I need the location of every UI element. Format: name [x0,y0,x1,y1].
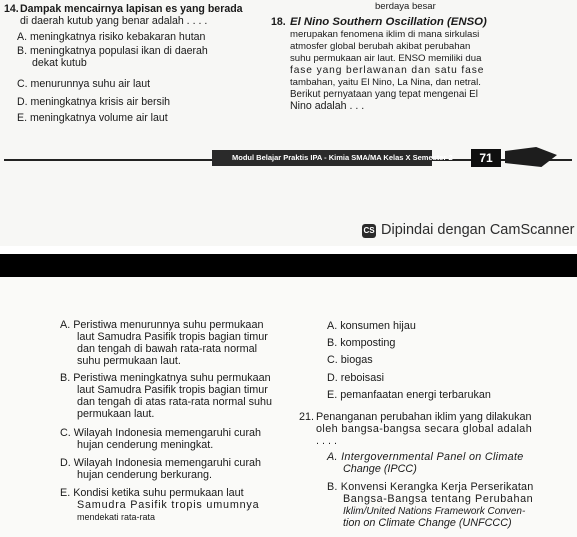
q18-option-b-cont-3: permukaan laut. [77,408,155,420]
question-18-text-6: Berikut pernyataan yang tepat mengenai El [290,89,478,100]
q20-option-b: B. komposting [327,337,396,349]
top-page [0,0,577,246]
q18-option-a-cont-3: suhu permukaan laut. [77,355,181,367]
q21-option-b-cont-1: Bangsa-Bangsa tentang Perubahan [343,493,534,505]
q18-option-b-cont-2: dan tengah di atas rata-rata normal suhu [77,396,273,408]
q21-option-a-cont: Change (IPCC) [343,463,417,475]
question-21-text-1: Penanganan perubahan iklim yang dilakukan [316,411,532,423]
question-21-number: 21. [299,411,315,423]
q20-option-e: E. pemanfaatan energi terbarukan [327,389,491,401]
module-footer-text: Modul Belajar Praktis IPA - Kimia SMA/MA Kelas X Semester 2 [232,153,453,162]
camscanner-icon: CS [362,224,376,238]
q18-option-e: E. Kondisi ketika suhu permukaan laut [60,487,244,499]
q21-option-b: B. Konvensi Kerangka Kerja Perserikatan [327,481,534,493]
camscanner-watermark-text: Dipindai dengan CamScanner [381,222,575,238]
question-18-title: El Nino Southern Oscillation (ENSO) [290,16,487,28]
question-18-number: 18. [271,16,286,28]
question-14-text-cont: di daerah kutub yang benar adalah . . . . [20,15,208,27]
question-18-text-5: tambahan, yaitu El Nino, La Nina, dan netral. [290,77,481,88]
question-18-text-4: fase yang berlawanan dan satu fase [290,65,485,76]
q18-option-b-cont-1: laut Samudra Pasifik tropis bagian timur [77,384,268,396]
page-number: 71 [471,149,501,167]
question-14-text: Dampak mencairnya lapisan es yang berada [20,3,243,15]
page-gap-band [0,254,577,277]
question-18-text-7: Nino adalah . . . [290,100,365,112]
q18-option-b: B. Peristiwa meningkatnya suhu permukaan [60,372,271,384]
q18-option-e-cont-2: mendekati rata-rata [77,512,156,522]
q21-option-a: A. Intergovernmental Panel on Climate [327,451,524,463]
q14-option-a: A. meningkatnya risiko kebakaran hutan [17,31,206,43]
q21-option-b-cont-3: tion on Climate Change (UNFCCC) [343,517,512,529]
question-21-text-2: oleh bangsa-bangsa secara global adalah [316,423,533,435]
q20-option-d: D. reboisasi [327,372,385,384]
question-18-text-3: suhu permukaan air laut. ENSO memiliki dua [290,53,482,64]
q18-option-c: C. Wilayah Indonesia memengaruhi curah [60,427,262,439]
q20-option-c: C. biogas [327,354,373,366]
q14-option-e: E. meningkatnya volume air laut [17,112,168,124]
corner-decoration [505,147,557,167]
q18-option-a-cont-2: dan tengah di bawah rata-rata normal [77,343,258,355]
q18-option-a: A. Peristiwa menurunnya suhu permukaan [60,319,264,331]
q18-option-c-cont: hujan cenderung meningkat. [77,439,214,451]
q18-option-d: D. Wilayah Indonesia memengaruhi curah [60,457,262,469]
q20-option-a: A. konsumen hijau [327,320,416,332]
q14-option-b: B. meningkatnya populasi ikan di daerah [17,45,208,57]
q21-option-b-cont-2: Iklim/United Nations Framework Conven- [343,506,526,517]
question-18-text-1: merupakan fenomena iklim di mana sirkulasi [290,29,480,40]
q18-option-d-cont: hujan cenderung berkurang. [77,469,213,481]
previous-question-tail: berdaya besar [375,1,436,12]
q18-option-e-cont-1: Samudra Pasifik tropis umumnya [77,499,260,511]
question-18-text-2: atmosfer global berubah akibat perubahan [290,41,471,52]
bottom-page [0,277,577,537]
q14-option-d: D. meningkatnya krisis air bersih [17,96,171,108]
question-21-text-3: . . . . [316,435,337,447]
question-14-number: 14. [4,3,19,15]
q14-option-b-cont: dekat kutub [32,57,87,69]
q18-option-a-cont-1: laut Samudra Pasifik tropis bagian timur [77,331,268,343]
q14-option-c: C. menurunnya suhu air laut [17,78,151,90]
